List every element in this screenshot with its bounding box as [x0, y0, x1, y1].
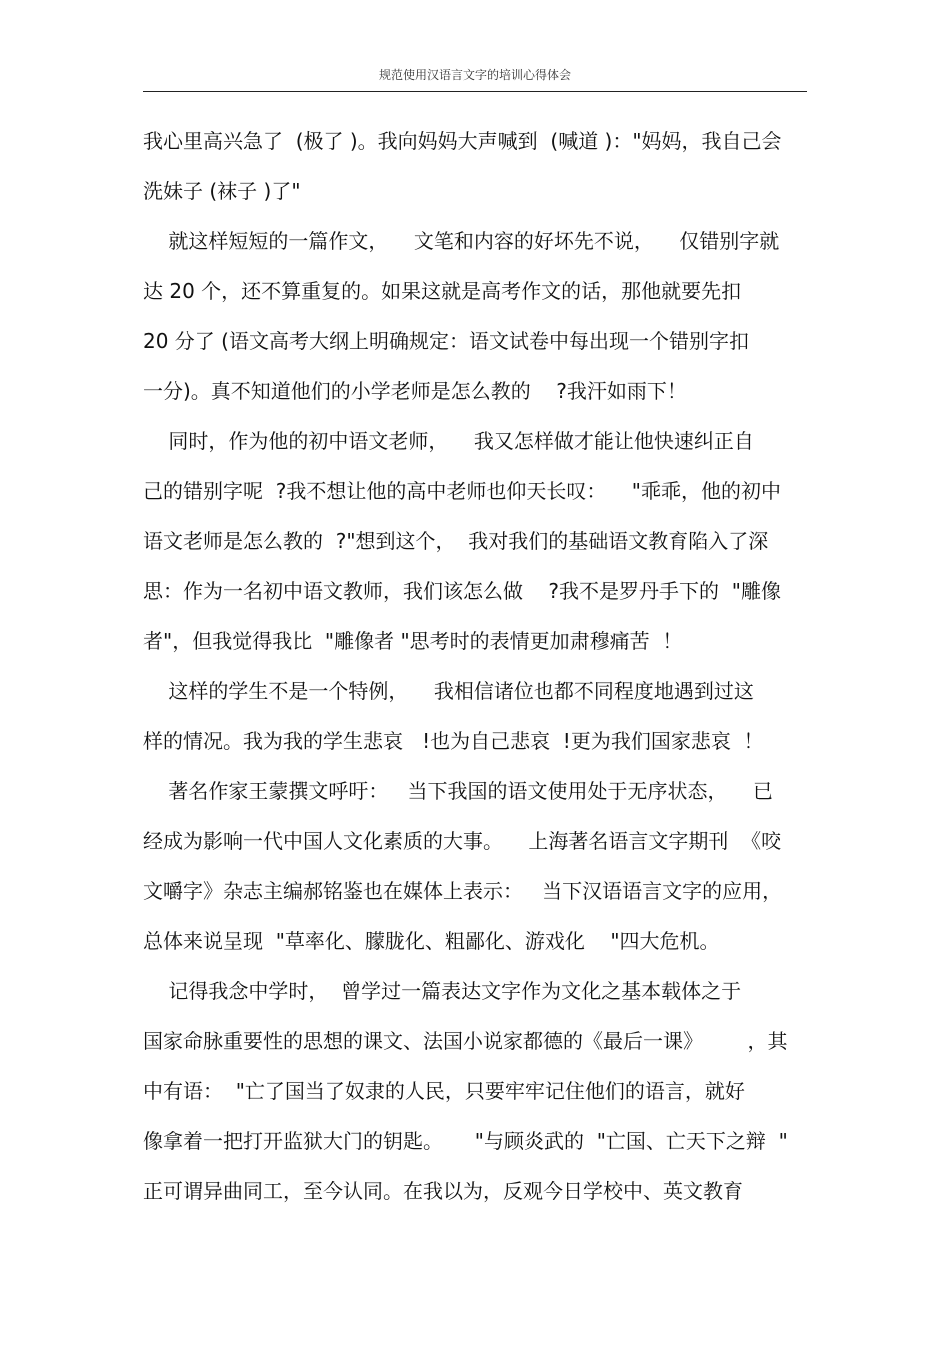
text-line: 著名作家王蒙撰文呼吁： 当下我国的语文使用处于无序状态， 已: [143, 779, 773, 803]
document-body: [143, 116, 807, 1216]
text-line: 记得我念中学时， 曾学过一篇表达文字作为文化之基本载体之于: [143, 979, 742, 1003]
text-line: 文嚼字》杂志主编郝铭鉴也在媒体上表示： 当下汉语语言文字的应用，: [143, 879, 783, 903]
text-line: 中有语： "亡了国当了奴隶的人民，只要牢牢记住他们的语言，就好: [143, 1079, 745, 1103]
text-line: 正可谓异曲同工，至今认同。在我以为，反观今日学校中、英文教育: [143, 1179, 743, 1203]
text-line: 洗妹子 (袜子 )了": [143, 179, 301, 203]
text-line: 像拿着一把打开监狱大门的钥匙。 "与顾炎武的 "亡国、亡天下之辩 ": [143, 1129, 788, 1153]
text-line: 20 分了 (语文高考大纲上明确规定：语文试卷中每出现一个错别字扣: [143, 329, 749, 353]
text-line: 样的情况。我为我的学生悲哀 !也为自己悲哀 !更为我们国家悲哀 ！: [143, 729, 764, 753]
text-line: 达 20 个，还不算重复的。如果这就是高考作文的话，那他就要先扣: [143, 279, 742, 303]
text-line: 思：作为一名初中语文教师，我们该怎么做 ?我不是罗丹手下的 "雕像: [143, 579, 781, 603]
text-line: 这样的学生不是一个特例， 我相信诸位也都不同程度地遇到过这: [143, 679, 754, 703]
page-header: 规范使用汉语言文字的培训心得体会: [378, 68, 571, 82]
text-line: 同时，作为他的初中语文老师， 我又怎样做才能让他快速纠正自: [143, 429, 754, 453]
text-line: 一分)。真不知道他们的小学老师是怎么教的 ?我汗如雨下！: [143, 379, 687, 403]
text-line: 总体来说呈现 "草率化、朦胧化、粗鄙化、游戏化 "四大危机。: [143, 929, 720, 953]
text-line: 国家命脉重要性的思想的课文、法国小说家都德的《最后一课》 ，其: [143, 1029, 788, 1053]
text-line: 我心里高兴急了 (极了 )。我向妈妈大声喊到 (喊道 )："妈妈，我自己会: [143, 129, 782, 153]
text-line: 就这样短短的一篇作文， 文笔和内容的好坏先不说， 仅错别字就: [143, 229, 780, 253]
text-line: 语文老师是怎么教的 ?"想到这个， 我对我们的基础语文教育陷入了深: [143, 529, 769, 553]
header-divider: [143, 91, 807, 92]
text-line: 者"，但我觉得我比 "雕像者 "思考时的表情更加肃穆痛苦 ！: [143, 629, 683, 653]
text-line: 己的错别字呢 ?我不想让他的高中老师也仰天长叹： "乖乖，他的初中: [143, 479, 781, 503]
text-line: 经成为影响一代中国人文化素质的大事。 上海著名语言文字期刊 《咬: [143, 829, 782, 853]
